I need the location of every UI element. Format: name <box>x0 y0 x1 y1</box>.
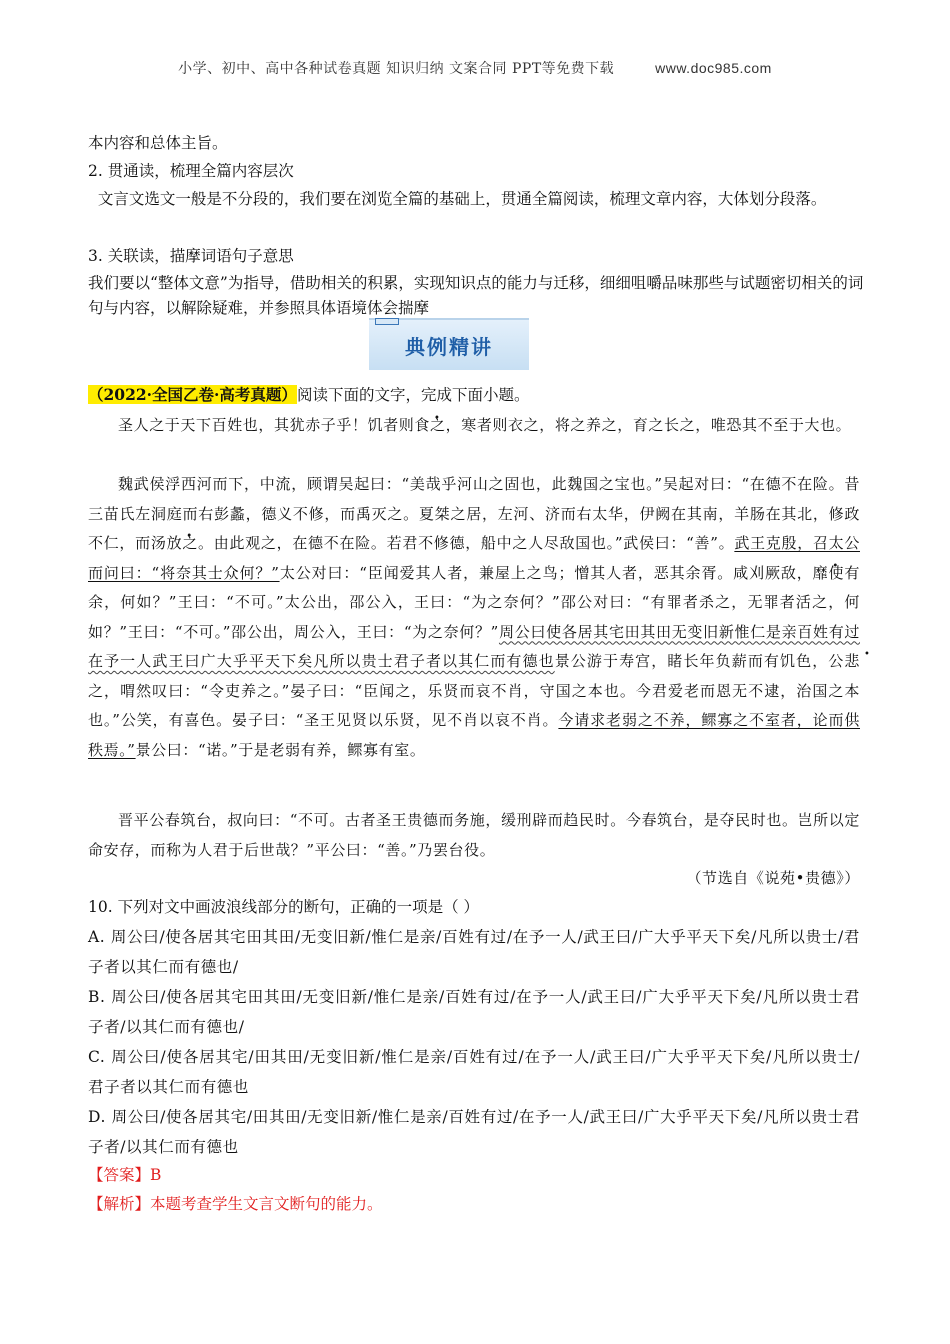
intro-continuation: 本内容和总体主旨。 <box>88 134 228 152</box>
dotted-char: 放 <box>166 534 183 552</box>
passage-text: 景公游于寿宫，睹长年负薪而有饥色，公 <box>554 652 845 670</box>
passage-text: 魏武侯浮西河而下，中流，顾谓吴起曰：“美哉乎河山之固也，此魏国之宝也。”吴起对曰：“在德不在险。昔三苗氏左洞庭而右彭蠡，德义不修，而禹灭之。夏桀之居，左河、济而右太华，伊阙在其南，羊肠在其北，修政不仁，而汤 <box>88 475 860 552</box>
passage-text: 使有余，何如？”王曰：“不可。”太公出，邵公入，王曰：“为之奈何？”邵公对曰：“有罪者杀之，无罪者活之，何如？”王曰：“不可。”邵公出，周公入，王曰：“为之奈何？” <box>88 563 861 641</box>
passage-text: 之，寒者则衣之，将之养之，育之长之，唯恐其不至于大也。 <box>430 416 852 434</box>
section-badge <box>369 318 529 370</box>
passage-paragraph-3: 晋平公春筑台，叔向曰：“不可。古者圣王贵德而务施，缓刑辟而趋民时。今春筑台，是夺民时也。岂所以定命安存，而称为人君于后世哉？”平公曰：“善。”乃罢台役。 <box>88 811 860 859</box>
passage-text: 太公对曰：“臣闻爱其人者，兼屋上之鸟；憎其人者，恶其余胥。咸刈厥敌， <box>279 563 813 582</box>
dotted-char: 悲 <box>844 652 860 670</box>
answer-label: 【答案】 <box>88 1166 151 1184</box>
passage-text: 之，喟然叹曰：“令吏养之。”晏子曰：“臣闻之，乐贤而哀不肖，守国之本也。今君爱老而恩无不逮，治国之本也。”公笑，有喜色。晏子曰：“圣王见贤以乐贤，见不肖以哀不肖。 <box>88 681 860 729</box>
badge-tab-icon <box>375 318 399 325</box>
passage-paragraph-2 <box>88 470 860 765</box>
option-d[interactable]: D. 周公曰/使各居其宅/田其田/无变旧新/惟仁是亲/百姓有过/在予一人/武王曰/广大乎平天下矣/凡所以贵士君子者/以其仁而有德也 <box>88 1108 860 1156</box>
method-paragraph-2: 文言文选文一般是不分段的，我们要在浏览全篇的基础上，贯通全篇阅读，梳理文章内容，大体划分段落。 <box>88 190 827 208</box>
passage-text: 之。由此观之，在德不在险。若君不修德，船中之人尽敌国也。”武侯曰：“善”。 <box>182 534 735 552</box>
question-stem: 10. 下列对文中画波浪线部分的断句，正确的一项是（ ） <box>88 898 480 916</box>
wavy-underlined-passage: 周公曰使各居其宅田其田无变旧新惟仁是亲百姓有过在予一人武王曰广大乎平天下矣凡所以贵士君子者以其仁而有德也 <box>88 622 860 670</box>
question-intro <box>88 382 868 408</box>
option-a[interactable]: A. 周公曰/使各居其宅田其田/无变旧新/惟仁是亲/百姓有过/在予一人/武王曰/广大乎平天下矣/凡所以贵士/君子者以其仁而有德也/ <box>88 928 860 976</box>
option-c[interactable]: C. 周公曰/使各居其宅/田其田/无变旧新/惟仁是亲/百姓有过/在予一人/武王曰/广大乎平天下矣/凡所以贵士/君子者以其仁而有德也 <box>88 1048 860 1096</box>
option-b[interactable]: B. 周公曰/使各居其宅田其田/无变旧新/惟仁是亲/百姓有过/在予一人/武王曰/广大乎平天下矣/凡所以贵士君子者/以其仁而有德也/ <box>88 988 860 1036</box>
page-header <box>0 58 950 78</box>
passage-text: 景公曰：“诺。”于是老弱有养，鳏寡有室。 <box>135 740 426 759</box>
analysis-line <box>88 1192 868 1217</box>
analysis-text: 本题考查学生文言文断句的能力。 <box>150 1195 383 1213</box>
header-site-link[interactable]: www.doc985.com <box>655 60 772 76</box>
header-title: 小学、初中、高中各种试卷真题 知识归纳 文案合同 PPT等免费下载 <box>178 61 615 77</box>
underlined-sentence: 今请求老弱之不养，鳏寡之不室者，论而供秩焉。” <box>88 711 860 759</box>
method-heading-3: 3. 关联读，描摩词语句子意思 <box>88 247 294 265</box>
passage-text: 圣人之于天下百姓也，其犹赤子乎！饥者则 <box>118 416 415 434</box>
exam-source: （2022·全国乙卷·高考真题） <box>88 385 297 404</box>
dotted-char: 靡 <box>812 563 829 582</box>
passage-paragraph-1 <box>88 411 860 441</box>
answer-line <box>88 1163 868 1188</box>
dotted-char: 食 <box>414 416 431 434</box>
answer-value: B <box>150 1166 162 1184</box>
section-badge-label: 典例精讲 <box>405 335 493 359</box>
underlined-sentence: 武王克殷，召太公而问曰：“将奈其士众何？” <box>88 534 860 582</box>
method-paragraph-3: 我们要以“整体文意”为指导，借助相关的积累，实现知识点的能力与迁移，细细咀嚼品味那些与试题密切相关的词句与内容，以解除疑难，并参照具体语境体会揣摩 <box>88 274 864 317</box>
method-heading-2: 2. 贯通读，梳理全篇内容层次 <box>88 162 294 180</box>
analysis-label: 【解析】 <box>88 1195 151 1213</box>
passage-citation: （节选自《说苑•贵德》） <box>686 869 860 887</box>
reading-instruction: 阅读下面的文字，完成下面小题。 <box>296 386 530 404</box>
